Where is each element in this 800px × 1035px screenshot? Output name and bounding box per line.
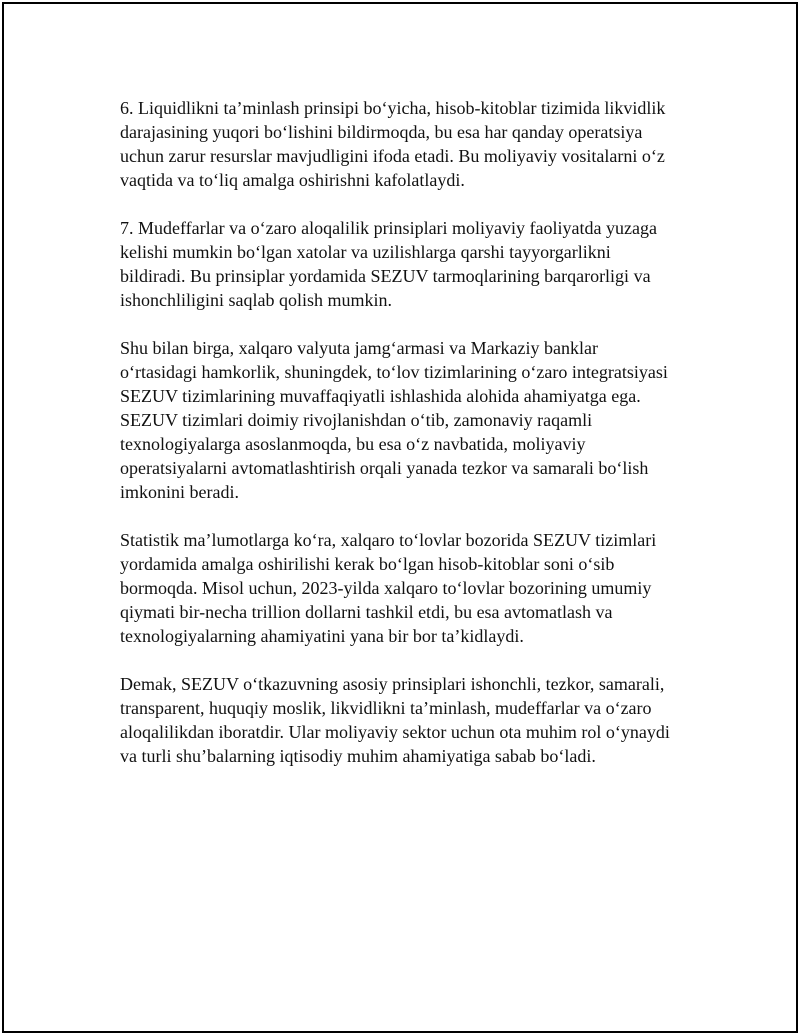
document-page (2, 2, 798, 1033)
paragraph-conclusion: Demak, SEZUV o‘tkazuvning asosiy prinsiplari ishonchli, tezkor, samarali, transparent, huquqiy moslik, likvidlikni ta’minlash, mudeffarlar va o‘zaro aloqalilikdan iboratdir. Ular moliyaviy sektor uchun ota muhim rol o‘ynaydi va turli shu’balarning iqtisodiy muhim ahamiyatiga sabab bo‘ladi. (120, 674, 670, 766)
paragraph-interconnection-principle: 7. Mudeffarlar va o‘zaro aloqalilik prinsiplari moliyaviy faoliyatda yuzaga kelishi mumkin bo‘lgan xatolar va uzilishlarga qarshi tayyorgarlikni bildiradi. Bu prinsiplar yordamida SEZUV tarmoqlarining barqarorligi va ishonchliligini saqlab qolish mumkin. (120, 218, 657, 310)
paragraph-statistics: Statistik ma’lumotlarga ko‘ra, xalqaro to‘lovlar bozorida SEZUV tizimlari yordamida amalga oshirilishi kerak bo‘lgan hisob-kitoblar soni o‘sib bormoqda. Misol uchun, 2023-yilda xalqaro to‘lovlar bozorining umumiy qiymati bir-necha trillion dollarni tashkil etdi, bu esa avtomatlash va texnologiyalarning ahamiyatini yana bir bor ta’kidlaydi. (120, 530, 657, 646)
document-body (120, 96, 700, 792)
paragraph-liquidity-principle: 6. Liquidlikni ta’minlash prinsipi bo‘yicha, hisob-kitoblar tizimida likvidlik darajasining yuqori bo‘lishini bildirmoqda, bu esa har qanday operatsiya uchun zarur resurslar mavjudligini ifoda etadi. Bu moliyaviy vositalarni o‘z vaqtida va to‘liq amalga oshirishni kafolatlaydi. (120, 98, 666, 190)
paragraph-international-cooperation: Shu bilan birga, xalqaro valyuta jamg‘armasi va Markaziy banklar o‘rtasidagi hamkorlik, shuningdek, to‘lov tizimlarining o‘zaro integratsiyasi SEZUV tizimlarining muvaffaqiyatli ishlashida alohida ahamiyatga ega. SEZUV tizimlari doimiy rivojlanishdan o‘tib, zamonaviy raqamli texnologiyalarga asoslanmoqda, bu esa o‘z navbatida, moliyaviy operatsiyalarni avtomatlashtirish orqali yanada tezkor va samarali bo‘lish imkonini beradi. (120, 338, 668, 502)
